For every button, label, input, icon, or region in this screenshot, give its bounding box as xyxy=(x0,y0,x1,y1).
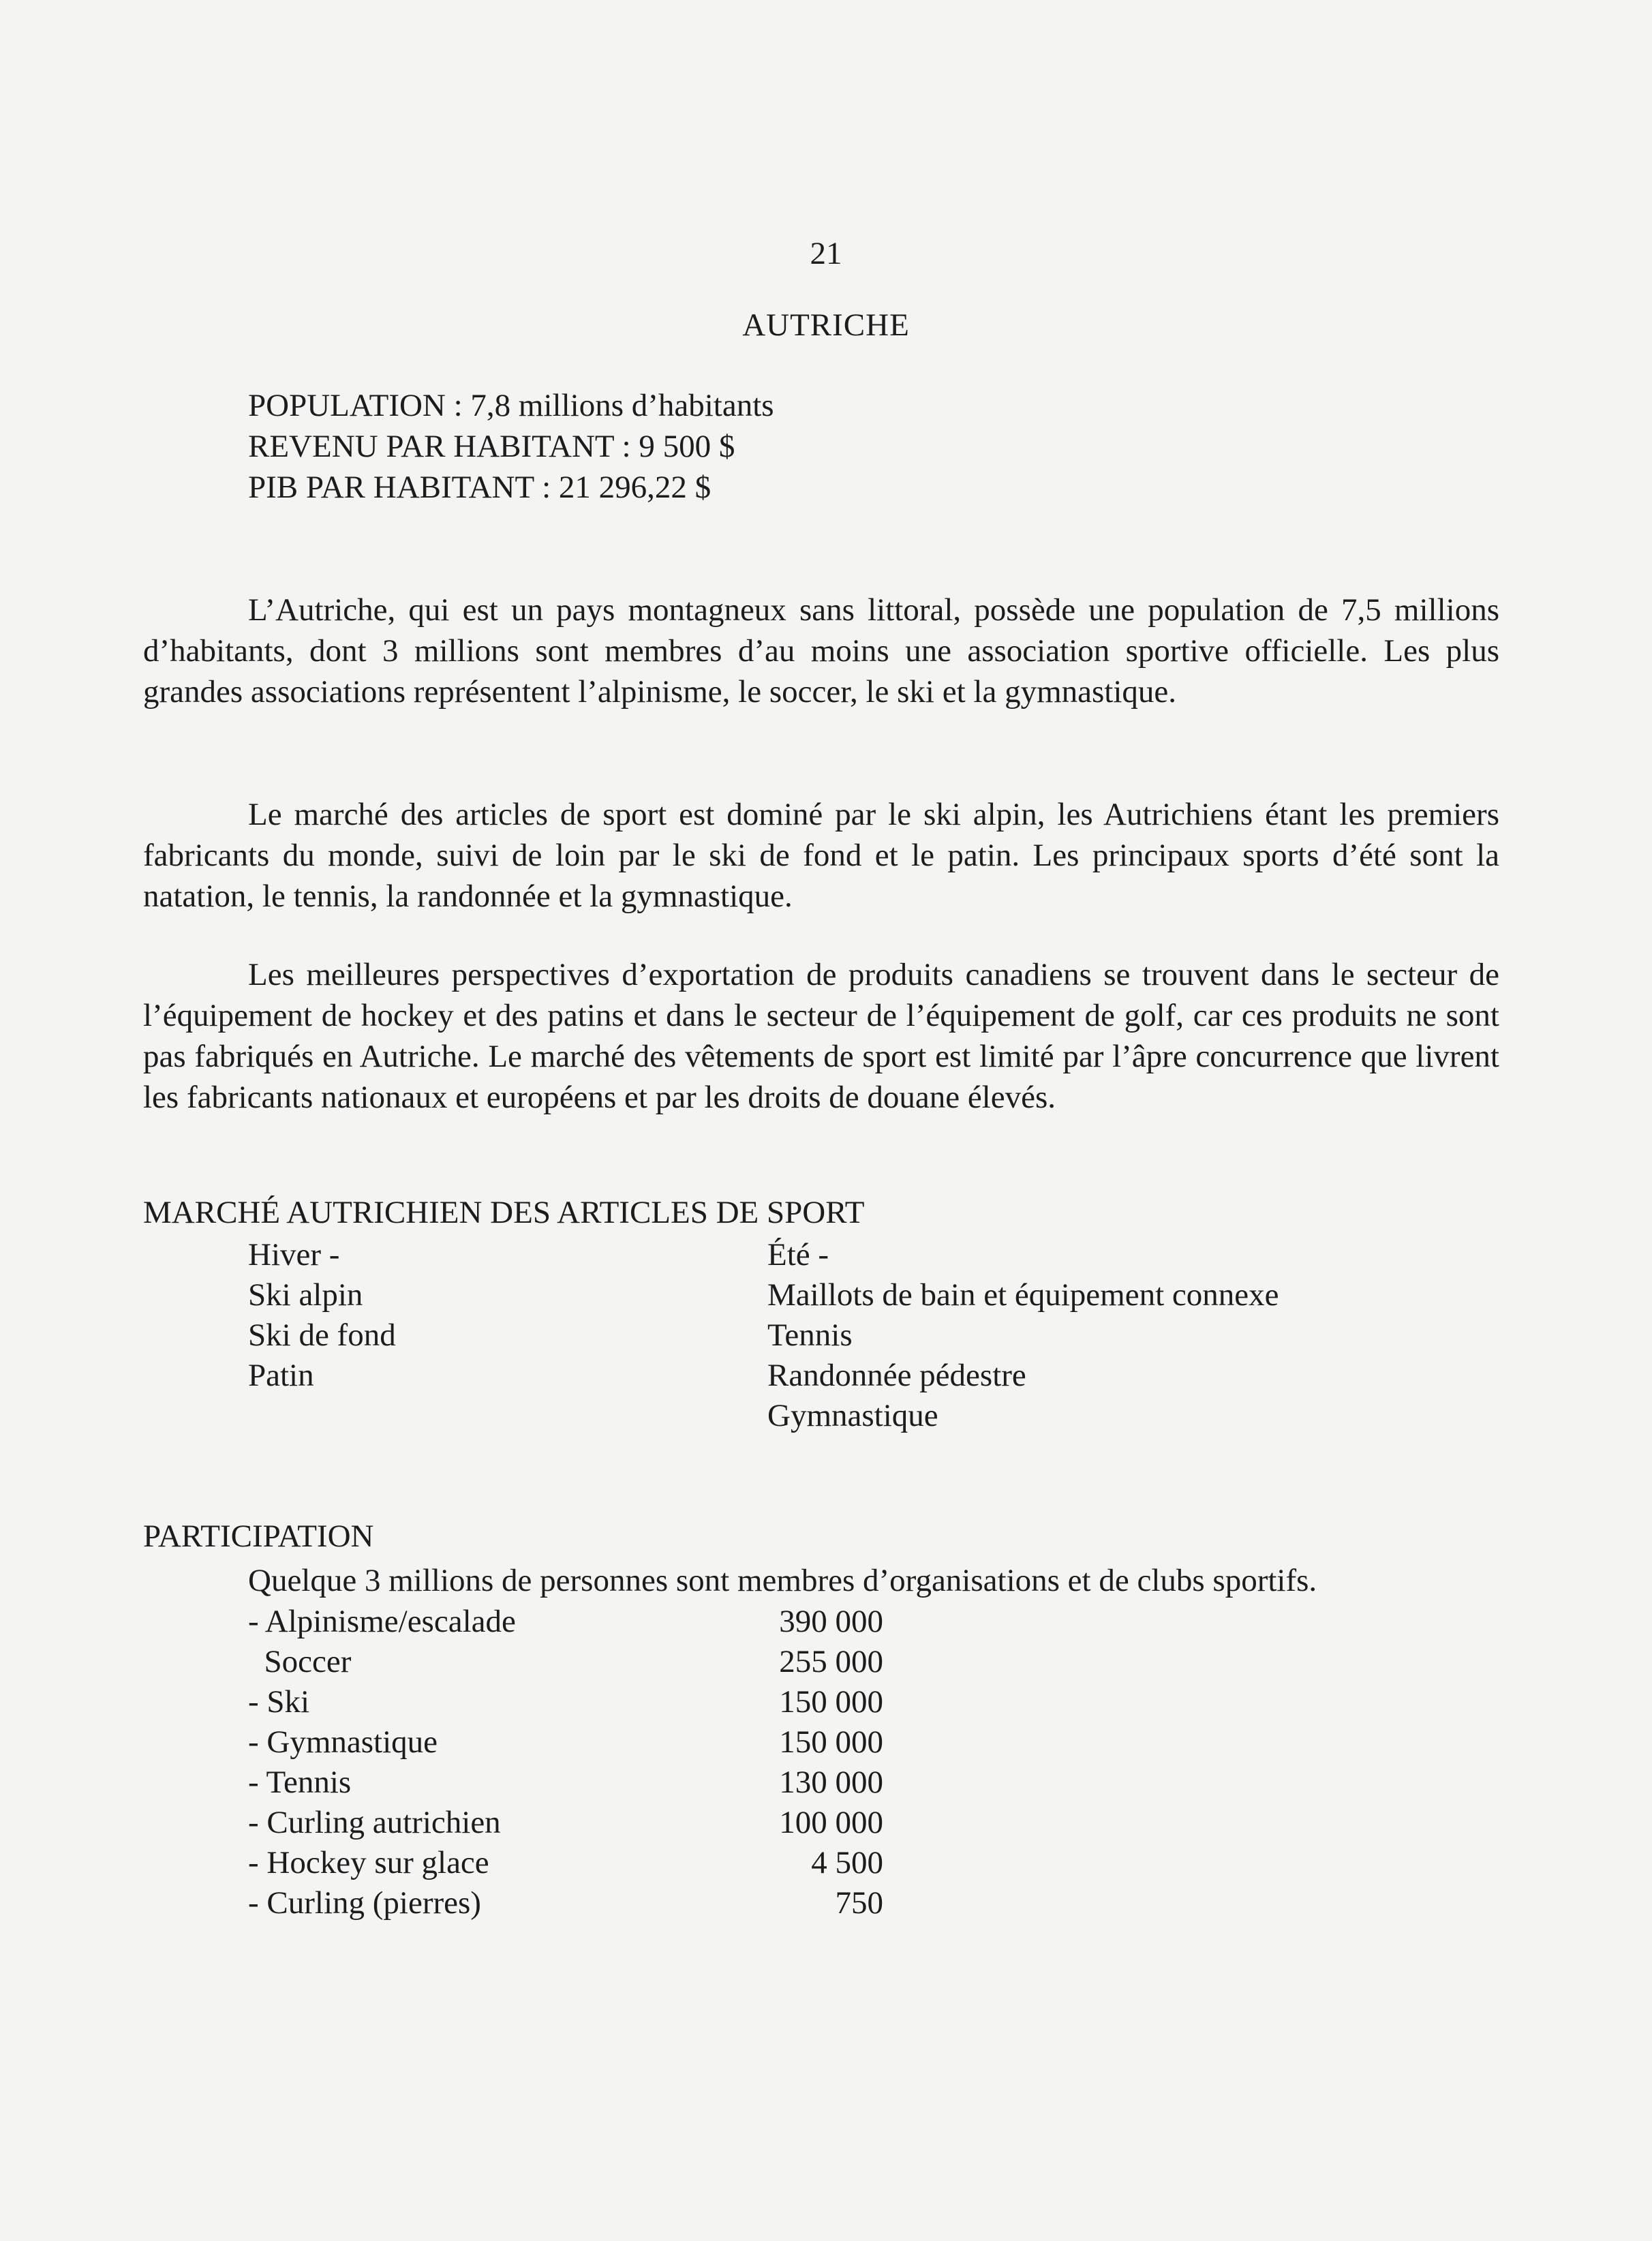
member-count: 150 000 xyxy=(779,1684,883,1720)
list-item: Été - xyxy=(767,1237,829,1272)
paragraph-text: Les meilleures perspectives d’exportation de produits canadiens se trouvent dans le secteur de l’équipement de hockey et des patins et dans le secteur de l’équipement de golf, car ces produits ne sont pas fabriqués en Autriche. Le marché des vêtements de sport est limité par l’âpre concurrence que livrent les fabricants nationaux et européens et par les droits de douane élevés. xyxy=(143,957,1499,1115)
member-count: 750 xyxy=(835,1885,883,1921)
sport-name: - Gymnastique xyxy=(248,1724,438,1760)
member-count: 4 500 xyxy=(811,1845,883,1880)
stat-revenue: REVENU PAR HABITANT : 9 500 $ xyxy=(248,429,735,464)
paragraph-export xyxy=(143,954,1499,1118)
sport-name: - Ski xyxy=(248,1684,310,1720)
sport-name: - Tennis xyxy=(248,1765,352,1800)
participation-heading: PARTICIPATION xyxy=(143,1519,374,1554)
list-item: Ski alpin xyxy=(248,1277,363,1313)
table-row xyxy=(248,1722,883,1763)
list-item: Tennis xyxy=(767,1317,853,1353)
member-count: 390 000 xyxy=(779,1604,883,1639)
member-count: 150 000 xyxy=(779,1724,883,1760)
paragraph-overview xyxy=(143,590,1499,712)
summer-list xyxy=(767,1235,1279,1436)
member-count: 130 000 xyxy=(779,1765,883,1800)
paragraph-market xyxy=(143,794,1499,917)
country-stats xyxy=(248,385,774,508)
table-row xyxy=(248,1642,883,1682)
table-row xyxy=(248,1602,883,1642)
sport-name: - Alpinisme/escalade xyxy=(248,1604,516,1639)
list-item: Hiver - xyxy=(248,1237,340,1272)
page-number: 21 xyxy=(810,236,842,271)
member-count: 100 000 xyxy=(779,1805,883,1840)
stat-gdp: PIB PAR HABITANT : 21 296,22 $ xyxy=(248,470,712,505)
winter-list xyxy=(248,1235,396,1396)
list-item: Ski de fond xyxy=(248,1317,396,1353)
paragraph-text: L’Autriche, qui est un pays montagneux sans littoral, possède une population de 7,5 millions d’habitants, dont 3 millions sont membres d’au moins une association sportive officielle. Les plus grandes associations représentent l’alpinisme, le soccer, le ski et la gymnastique. xyxy=(143,592,1499,710)
sport-name: - Hockey sur glace xyxy=(248,1845,489,1880)
member-count: 255 000 xyxy=(779,1644,883,1679)
paragraph-text: Le marché des articles de sport est dominé par le ski alpin, les Autrichiens étant les premiers fabricants du monde, suivi de loin par le ski de fond et le patin. Les principaux sports d’été sont la natation, le tennis, la randonnée et la gymnastique. xyxy=(143,797,1499,914)
market-heading: MARCHÉ AUTRICHIEN DES ARTICLES DE SPORT xyxy=(143,1195,865,1230)
sport-name: Soccer xyxy=(248,1644,352,1679)
list-item: Patin xyxy=(248,1358,314,1393)
list-item: Randonnée pédestre xyxy=(767,1358,1026,1393)
table-row xyxy=(248,1883,883,1923)
table-row xyxy=(248,1843,883,1883)
stat-population: POPULATION : 7,8 millions d’habitants xyxy=(248,388,774,423)
page-title: AUTRICHE xyxy=(742,307,910,343)
participation-list xyxy=(248,1602,883,1923)
sport-name: - Curling (pierres) xyxy=(248,1885,481,1921)
sport-name: - Curling autrichien xyxy=(248,1805,501,1840)
table-row xyxy=(248,1682,883,1722)
list-item: Maillots de bain et équipement connexe xyxy=(767,1277,1279,1313)
table-row xyxy=(248,1803,883,1843)
list-item: Gymnastique xyxy=(767,1398,938,1433)
participation-intro: Quelque 3 millions de personnes sont membres d’organisations et de clubs sportifs. xyxy=(248,1563,1317,1598)
table-row xyxy=(248,1763,883,1803)
